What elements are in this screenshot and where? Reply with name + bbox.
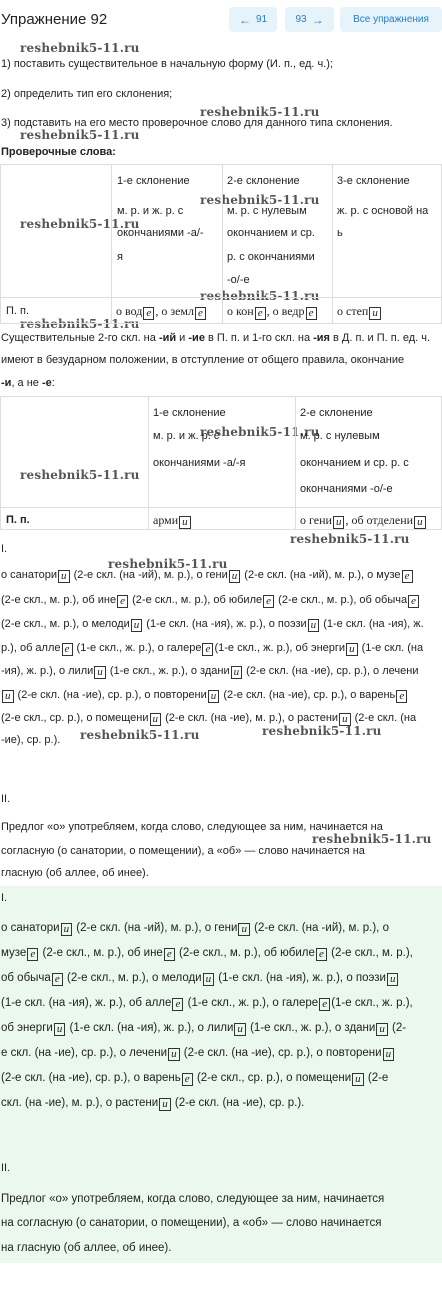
section-number: II. (1, 1162, 11, 1174)
case-label: П. п. (6, 514, 30, 526)
text-line: об энерги и (1-е скл. (на -ия), ж. р.), о лили и (1-е скл., ж. р.), о здани и (2- (1, 1022, 407, 1035)
text-line: (1-е скл. (на -ия), ж. р.), об алле е (1-е скл., ж. р.), о галере е (1-е скл., ж. р.), (1, 997, 413, 1010)
rule-text: согласную (о санатории, о помещении), а «об» — слово начинается на (1, 845, 365, 857)
decl1-desc: я (117, 251, 123, 263)
ending-box: и (61, 923, 73, 936)
text-line: (2-е скл., ср. р.), о помещени и (2-е скл. (на -ие), м. р.), о растени и (2-е скл. (на (1, 712, 417, 725)
decl2-desc: окончанием и ср. (227, 227, 315, 239)
decl2-header: 2-е склонение (227, 175, 300, 187)
watermark: reshebnik5-11.ru (20, 468, 140, 482)
check-word-decl3: о степ и (337, 302, 382, 321)
text-line: об обыча е (2-е скл., м. р.), о мелоди и (1-е скл. (на -ия), ж. р.), о поэзи и (1, 972, 399, 986)
decl2-desc: р. с окончаниями (227, 251, 315, 263)
ending-box: и (376, 1023, 388, 1036)
ending-box: и (231, 666, 243, 679)
decl3-desc: ж. р. с основой на (337, 205, 429, 217)
arrow-right-icon: → (311, 12, 324, 27)
check-word-decl2: о кон е , о ведр е (227, 302, 318, 321)
ending-box: е (164, 948, 175, 961)
ending-box: и (339, 713, 351, 726)
check-words-heading: Проверочные слова: (1, 146, 116, 158)
decl1-header: 1-е склонение (153, 407, 226, 419)
ending-box: е (52, 973, 63, 986)
text-line: е скл. (на -ие), ср. р.), о лечени и (2-е скл. (на -ие), ср. р.), о повторени и (1, 1047, 395, 1061)
text-line: (2-е скл. (на -ие), ср. р.), о варень е (2-е скл., ср. р.), о помещени и (2-е (1, 1072, 389, 1085)
text-line: -ие), ср. р.). (1, 734, 61, 746)
decl2-desc: окончаниями -о/-е (300, 483, 393, 495)
text-line: р.), об алле е (1-е скл., ж. р.), о галере е (1-е скл., ж. р.), об энерги и (1-е скл. (на (1, 642, 424, 655)
ending-box: е (316, 948, 327, 961)
ending-box: и (203, 973, 215, 986)
watermark: reshebnik5-11.ru (200, 289, 320, 303)
rule-text: Предлог «о» употребляем, когда слово, следующее за ним, начинается на (1, 821, 383, 833)
ending-box: е (408, 595, 419, 608)
ending-box: е (202, 643, 213, 656)
exceptions-table (0, 396, 442, 530)
text-line: о санатори и (2-е скл. (на -ий), м. р.), о гени и (2-е скл. (на -ий), м. р.), о музе е (1, 569, 414, 583)
ending-box: и (58, 570, 70, 583)
section-number: II. (1, 793, 11, 805)
step-3: 3) подставить на его место проверочное слово для данного типа склонения. (1, 117, 393, 129)
ending-box: и (168, 1048, 180, 1061)
check-words-table (0, 164, 442, 324)
prev-exercise-button[interactable] (229, 7, 277, 32)
exercise-title: Упражнение 92 (1, 11, 108, 28)
ending-box: и (208, 690, 220, 703)
ending-box: е (62, 643, 73, 656)
all-exercises-label: Все упражнения (353, 14, 429, 25)
next-exercise-label: 93 (295, 14, 307, 25)
ending-box: е (172, 998, 183, 1011)
rule-text: гласную (об аллее, об инее). (1, 867, 149, 879)
ending-box: е (402, 570, 413, 583)
rule-note: имеют в безударном положении, в отступление от общего правила, окончание (1, 354, 405, 366)
answer-rule-text: на согласную (о санатории, о помещении), а «об» — слово начинается (1, 1217, 382, 1229)
next-exercise-button[interactable] (285, 7, 334, 32)
watermark: reshebnik5-11.ru (20, 217, 140, 231)
text-line: о санатори и (2-е скл. (на -ий), м. р.), о гени и (2-е скл. (на -ий), м. р.), о (1, 922, 389, 935)
watermark: reshebnik5-11.ru (290, 532, 410, 546)
text-line: (2-е скл., м. р.), о мелоди и (1-е скл. (на -ия), ж. р.), о поэзи и (1-е скл. (на -ия), ж. (1, 618, 424, 631)
decl3-desc: ь (337, 227, 343, 239)
ending-box: е (27, 948, 38, 961)
check-word-decl1: о вод е , о земл е (116, 302, 207, 321)
decl2-desc: м. р. с нулевым (227, 205, 307, 217)
ending-box: е (319, 998, 330, 1011)
decl1-desc: м. р. и ж. р. с (117, 205, 184, 217)
ending-box: е (263, 595, 274, 608)
watermark: reshebnik5-11.ru (80, 728, 200, 742)
all-exercises-button[interactable] (340, 7, 442, 32)
watermark: reshebnik5-11.ru (20, 317, 140, 331)
step-1: 1) поставить существительное в начальную форму (И. п., ед. ч.); (1, 58, 333, 70)
decl1-header: 1-е склонение (117, 175, 190, 187)
exercise-header (0, 0, 442, 38)
watermark: reshebnik5-11.ru (200, 105, 320, 119)
case-label: П. п. (6, 305, 30, 317)
ending-box: и (352, 1073, 364, 1086)
decl1-desc: окончаниями -а/-я (153, 457, 246, 469)
section-number: I. (1, 543, 8, 555)
answer-rule-text: на гласную (об аллее, об инее). (1, 1242, 172, 1254)
text-line: музе е (2-е скл., м. р.), об ине е (2-е скл., м. р.), об юбиле е (2-е скл., м. р.), (1, 947, 413, 960)
ending-box: и (150, 713, 162, 726)
text-line: скл. (на -ие), м. р.), о растени и (2-е скл. (на -ие), ср. р.). (1, 1097, 305, 1110)
watermark: reshebnik5-11.ru (20, 41, 140, 55)
ending-box: и (54, 1023, 66, 1036)
ending-box: е (396, 690, 407, 703)
ending-box: и (383, 1048, 395, 1061)
watermark: reshebnik5-11.ru (262, 724, 382, 738)
table-cell (1, 165, 112, 298)
ending-box: е (117, 595, 128, 608)
arrow-left-icon: ← (238, 12, 251, 27)
ending-box: и (387, 973, 399, 986)
prev-exercise-label: 91 (255, 14, 268, 25)
watermark: reshebnik5-11.ru (200, 193, 320, 207)
rule-note: Существительные 2-го скл. на -ий и -ие в П. п. и 1-го скл. на -ия в Д. п. и П. п. ед. ч. (1, 332, 431, 344)
ending-box: и (2, 690, 14, 703)
ending-box: и (159, 1098, 171, 1111)
decl2-header: 2-е склонение (300, 407, 373, 419)
ending-box: и (131, 619, 143, 632)
watermark: reshebnik5-11.ru (20, 128, 140, 142)
decl1-desc: м. р. и ж. р. с (153, 430, 220, 442)
exception-word-decl1: арми и (153, 511, 192, 530)
ending-box: е (182, 1073, 193, 1086)
watermark: reshebnik5-11.ru (200, 425, 320, 439)
table-cell (1, 397, 149, 508)
step-2: 2) определить тип его склонения; (1, 88, 173, 100)
text-line: -ия), ж. р.), о лили и (1-е скл., ж. р.), о здани и (2-е скл. (на -ие), ср. р.), о лечени (1, 665, 419, 678)
decl2-desc: -о/-е (227, 274, 250, 286)
ending-box: и (94, 666, 106, 679)
answer-rule-text: Предлог «о» употребляем, когда слово, следующее за ним, начинается (1, 1193, 385, 1205)
text-line: (2-е скл., м. р.), об ине е (2-е скл., м. р.), об юбиле е (2-е скл., м. р.), об обыча е (1, 594, 420, 608)
decl3-header: 3-е склонение (337, 175, 410, 187)
decl2-desc: м. р. с нулевым (300, 430, 380, 442)
ending-box: и (346, 643, 358, 656)
exception-word-decl2: о гени и , об отделени и (300, 511, 427, 530)
decl2-desc: окончанием и ср. р. с (300, 457, 409, 469)
ending-box: и (308, 619, 320, 632)
watermark: reshebnik5-11.ru (108, 557, 228, 571)
ending-box: и (238, 923, 250, 936)
ending-box: и (234, 1023, 246, 1036)
rule-note: -и, а не -е: (1, 377, 55, 389)
section-number: I. (1, 892, 8, 904)
ending-box: и (229, 570, 241, 583)
watermark: reshebnik5-11.ru (312, 832, 432, 846)
text-line: и (2-е скл. (на -ие), ср. р.), о повторени и (2-е скл. (на -ие), ср. р.), о варень е (1, 689, 408, 703)
decl1-desc: окончаниями -а/- (117, 227, 204, 239)
